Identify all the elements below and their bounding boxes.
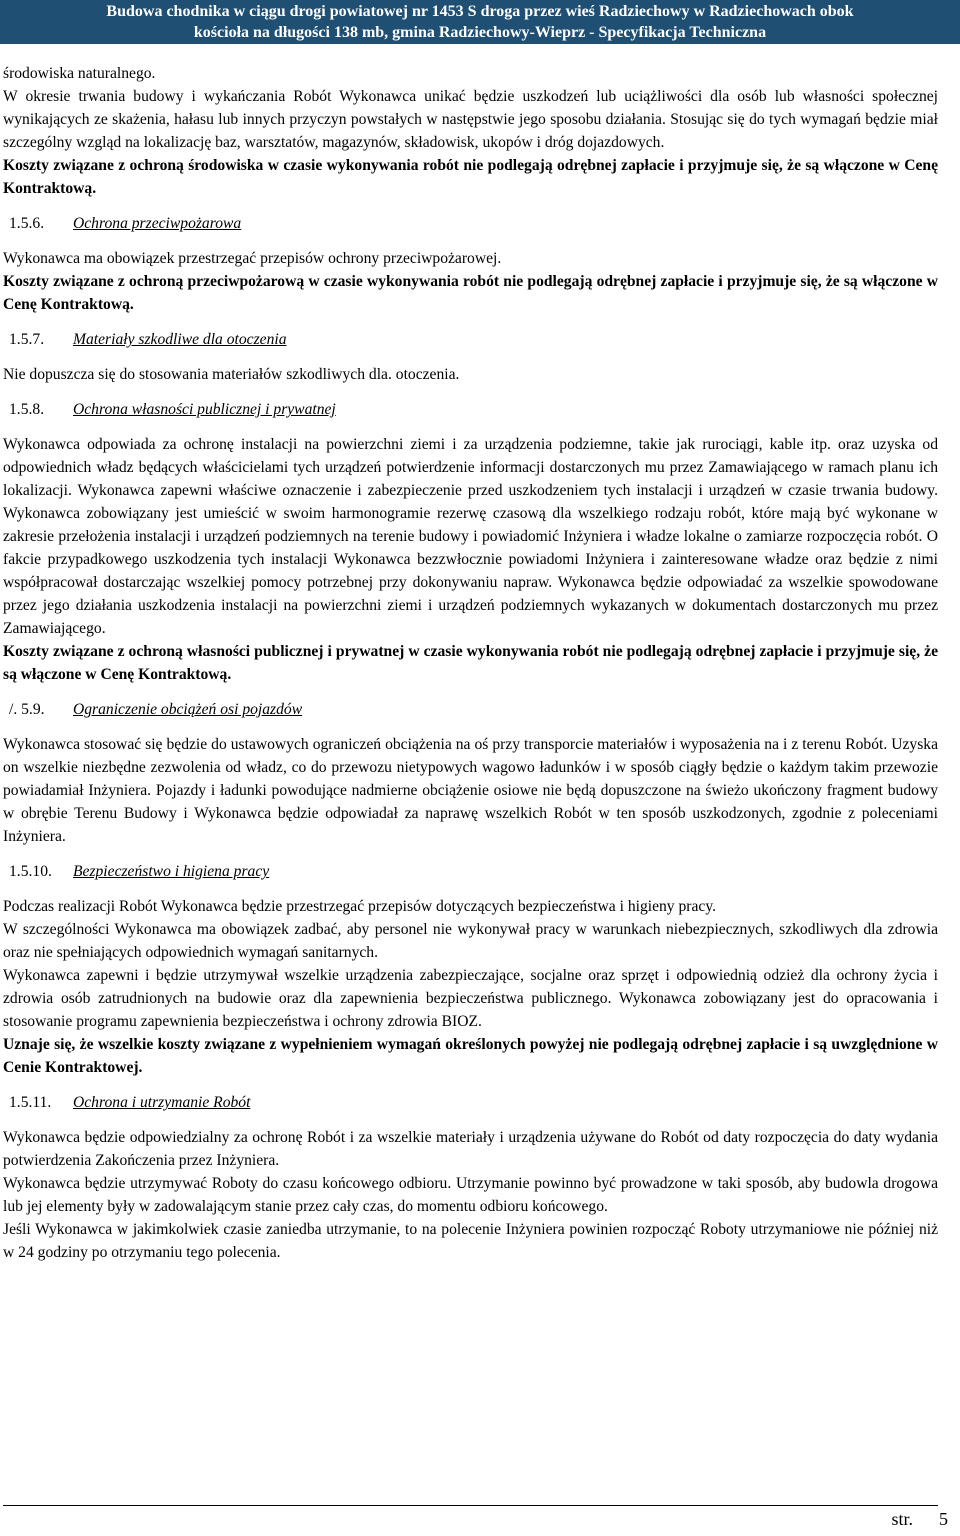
paragraph: Wykonawca będzie utrzymywać Roboty do czasu końcowego odbioru. Utrzymanie powinno być prowadzone w taki sposób, aby budowla drogowa lub jej elementy były w zadowalającym stanie przez cały czas, do momentu odbioru końcowego. — [3, 1175, 938, 1215]
paragraph: Jeśli Wykonawca w jakimkolwiek czasie zaniedba utrzymanie, to na polecenie Inżyniera powinien rozpocząć Roboty utrzymaniowe nie później niż w 24 godziny po otrzymaniu tego polecenia. — [3, 1221, 938, 1261]
section-title: Ochrona i utrzymanie Robót — [73, 1094, 251, 1111]
section-number: 1.5.6. — [9, 215, 45, 232]
section-number: 1.5.10. — [9, 863, 52, 880]
page-label: str. — [891, 1509, 913, 1529]
footer-divider — [3, 1505, 938, 1506]
section-heading-1-5-7 — [3, 328, 938, 351]
section-title: Bezpieczeństwo i higiena pracy — [73, 863, 270, 880]
section-title: Materiały szkodliwe dla otoczenia — [73, 331, 287, 348]
paragraph: W szczególności Wykonawca ma obowiązek zadbać, aby personel nie wykonywał pracy w warunkach niebezpiecznych, szkodliwych dla zdrowia oraz nie spełniających odpowiednich wymagań sanitarnych. — [3, 921, 938, 961]
paragraph: Wykonawca zapewni i będzie utrzymywał wszelkie urządzenia zabezpieczające, socjalne oraz sprzęt i odpowiednią odzież dla ochrony życia i zdrowia osób zatrudnionych na budowie oraz dla zapewnienia bezpieczeństwa publicznego. Wykonawca zobowiązany jest do opracowania i stosowanie programu zapewnienia bezpieczeństwa i ochrony zdrowia BIOZ. — [3, 967, 938, 1030]
bold-text: Koszty związane z ochroną środowiska w czasie wykonywania robót nie podlegają odrębnej zapłacie i przyjmuje się, że są włączone w Cenę Kontraktową. — [3, 157, 938, 197]
page-number: 5 — [939, 1509, 948, 1529]
bold-text: Koszty związane z ochroną własności publicznej i prywatnej w czasie wykonywania robót nie podlegają odrębnej zapłacie i przyjmuje się, że są włączone w Cenę Kontraktową. — [3, 643, 938, 683]
paragraph: Wykonawca ma obowiązek przestrzegać przepisów ochrony przeciwpożarowej. — [3, 250, 502, 267]
page-footer — [891, 1509, 948, 1530]
paragraph: Nie dopuszcza się do stosowania materiałów szkodliwych dla. otoczenia. — [3, 366, 460, 383]
section-heading-1-5-8 — [3, 398, 938, 421]
section-heading-1-5-11 — [3, 1091, 938, 1114]
document-header — [0, 0, 960, 44]
section-heading-1-5-6 — [3, 212, 938, 235]
section-title: Ochrona własności publicznej i prywatnej — [73, 401, 336, 418]
section-number: 1.5.8. — [9, 401, 45, 418]
paragraph: środowiska naturalnego. — [3, 65, 156, 82]
bold-paragraph — [3, 1033, 938, 1079]
bold-paragraph — [3, 154, 938, 200]
bold-paragraph — [3, 270, 938, 316]
paragraph: W okresie trwania budowy i wykańczania Robót Wykonawca unikać będzie uszkodzeń lub uciążliwości dla osób lub własności społecznej wynikających ze skażenia, hałasu lub innych przyczyn powstałych w następstwie jego sposobu działania. Stosując się do tych wymagań będzie miał szczególny wzgląd na lokalizację baz, warsztatów, magazynów, składowisk, ukopów i dróg dojazdowych. — [3, 88, 938, 151]
section-title: Ochrona przeciwpożarowa — [73, 215, 242, 232]
section-heading-1-5-10 — [3, 860, 938, 883]
bold-text: Koszty związane z ochroną przeciwpożarową w czasie wykonywania robót nie podlegają odrębnej zapłacie i przyjmuje się, że są włączone w Cenę Kontraktową. — [3, 273, 938, 313]
section-heading-1-5-9 — [3, 698, 938, 721]
paragraph: Wykonawca odpowiada za ochronę instalacji na powierzchni ziemi i za urządzenia podziemne, takie jak rurociągi, kable itp. oraz uzyska od odpowiednich władz będących właścicielami tych urządzeń potwierdzenie informacji dostarczonych mu przez Zamawiającego w ramach planu ich lokalizacji. Wykonawca zapewni właściwe oznaczenie i zabezpieczenie przed uszkodzeniem tych instalacji i urządzeń w czasie trwania budowy. Wykonawca zobowiązany jest umieścić w swoim harmonogramie rezerwę czasową dla wszelkiego rodzaju robót, które mają być wykonane w zakresie przełożenia instalacji i urządzeń podziemnych na terenie budowy i powiadomić Inżyniera i władze lokalne o zamiarze rozpoczęcia robót. O fakcie przypadkowego uszkodzenia tych instalacji Wykonawca bezzwłocznie powiadomi Inżyniera i zainteresowane władze oraz będzie z nimi współpracował dostarczając wszelkiej pomocy potrzebnej przy dokonywaniu napraw. Wykonawca będzie odpowiadać za wszelkie spowodowane przez jego działania uszkodzenia instalacji na powierzchni ziemi i urządzeń podziemnych wykazanych w dokumentach dostarczonych mu przez Zamawiającego. — [3, 436, 938, 637]
paragraph: Wykonawca będzie odpowiedzialny za ochronę Robót i za wszelkie materiały i urządzenia używane do Robót od daty rozpoczęcia do daty wydania potwierdzenia Zakończenia przez Inżyniera. — [3, 1129, 938, 1169]
section-number: 1.5.11. — [9, 1094, 52, 1111]
bold-text: Uznaje się, że wszelkie koszty związane z wypełnieniem wymagań określonych powyżej nie podlegają odrębnej zapłacie i są uwzględnione w Cenie Kontraktowej. — [3, 1036, 938, 1076]
section-number: 1.5.7. — [9, 331, 45, 348]
section-title: Ograniczenie obciążeń osi pojazdów — [73, 701, 303, 718]
section-number: /. 5.9. — [9, 701, 45, 718]
bold-paragraph — [3, 640, 938, 686]
header-line-1: Budowa chodnika w ciągu drogi powiatowej nr 1453 S droga przez wieś Radziechowy w Radziechowach obok — [106, 3, 854, 20]
paragraph: Podczas realizacji Robót Wykonawca będzie przestrzegać przepisów dotyczących bezpieczeństwa i higieny pracy. — [3, 898, 717, 915]
header-line-2: kościoła na długości 138 mb, gmina Radziechowy-Wieprz - Specyfikacja Techniczna — [193, 24, 767, 41]
paragraph: Wykonawca stosować się będzie do ustawowych ograniczeń obciążenia na oś przy transporcie materiałów i wyposażenia na i z terenu Robót. Uzyska on wszelkie niezbędne zezwolenia od władz, co do przewozu nietypowych wagowo ładunków i w sposób ciągły będzie o każdym takim przewozie powiadamiał Inżyniera. Pojazdy i ładunki powodujące nadmierne obciążenie osiowe nie będą dopuszczone na świeżo ukończony fragment budowy w obrębie Terenu Budowy i Wykonawca będzie odpowiadał za naprawę wszelkich Robót w ten sposób uszkodzonych, zgodnie z poleceniami Inżyniera. — [3, 736, 938, 845]
document-body — [3, 62, 938, 1264]
